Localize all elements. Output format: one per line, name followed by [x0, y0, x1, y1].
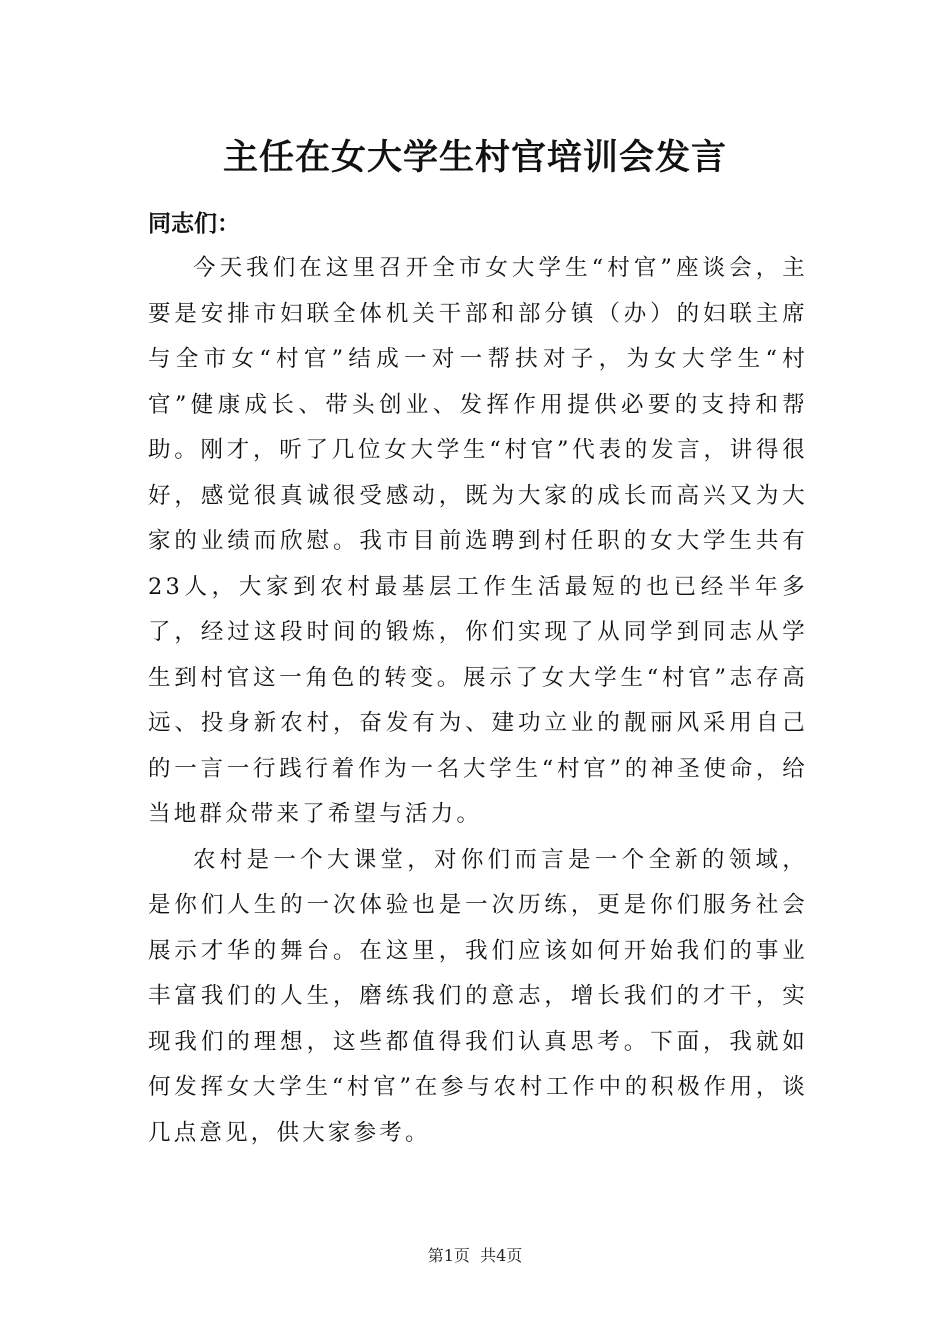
document-title: 主任在女大学生村官培训会发言 [222, 137, 727, 178]
page-total: 共4页 [480, 1246, 523, 1265]
salutation: 同志们： [148, 210, 240, 237]
paragraph-1: 今天我们在这里召开全市女大学生“村官”座谈会，主要是安排市妇联全体机关干部和部分镇（办）的妇联主席与全市女“村官”结成一对一帮扶对子，为女大学生“村官”健康成长、带头创业、发挥作用提供必要的支持和帮助。刚才，听了几位女大学生“村官”代表的发言，讲得很好，感觉很真诚很受感动，既为大家的成长而高兴又为大家的业绩而欣慰。我市目前选聘到村任职的女大学生共有23人，大家到农村最基层工作生活最短的也已经半年多了，经过这段时间的锻炼，你们实现了从同学到同志从学生到村官这一角色的转变。展示了女大学生“村官”志存高远、投身新农村，奋发有为、建功立业的靓丽风采用自己的一言一行践行着作为一名大学生“村官”的神圣使命，给当地群众带来了希望与活力。 [148, 255, 808, 827]
footer-separator [470, 1246, 480, 1265]
page-footer [0, 1244, 950, 1268]
document-body [148, 246, 808, 1156]
page-number: 第1页 [427, 1246, 470, 1265]
paragraph-2: 农村是一个大课堂，对你们而言是一个全新的领域，是你们人生的一次体验也是一次历练，更是你们服务社会展示才华的舞台。在这里，我们应该如何开始我们的事业丰富我们的人生，磨练我们的意志，增长我们的才干，实现我们的理想，这些都值得我们认真思考。下面，我就如何发挥女大学生“村官”在参与农村工作中的积极作用，谈几点意见，供大家参考。 [148, 846, 808, 1146]
